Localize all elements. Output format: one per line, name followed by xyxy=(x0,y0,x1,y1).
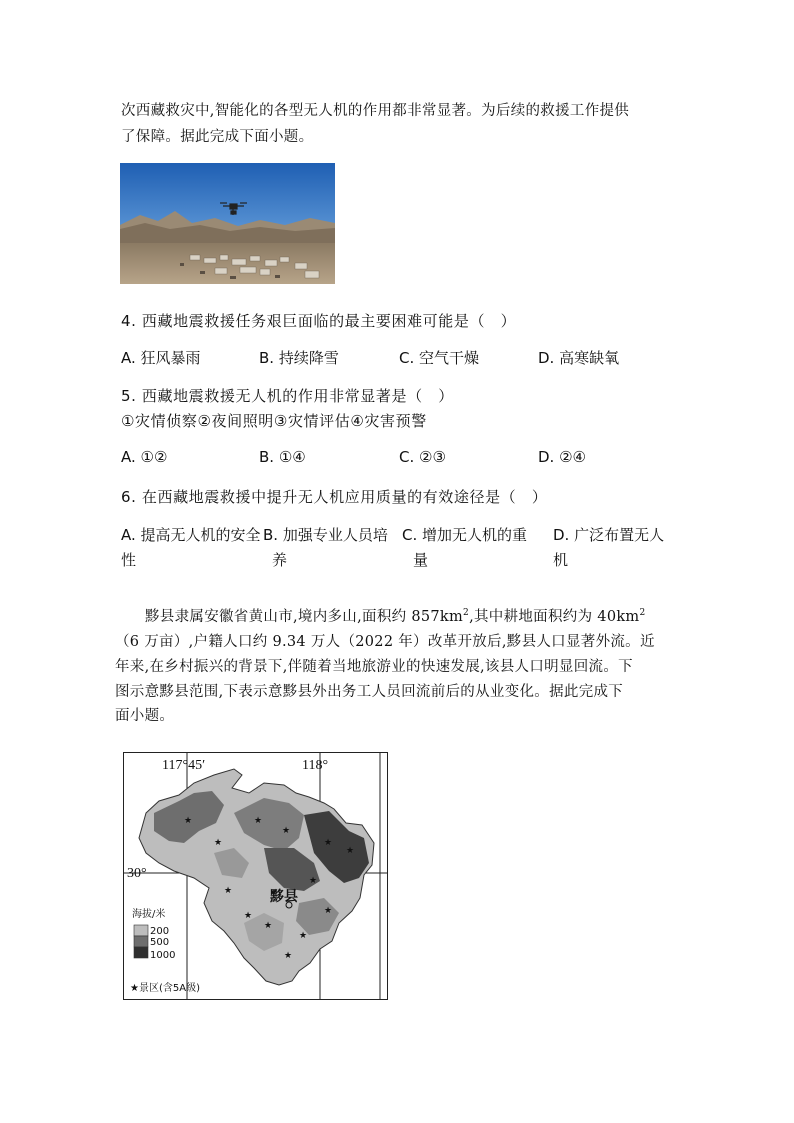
svg-text:★: ★ xyxy=(224,886,233,896)
q6-option-c[interactable]: C. 增加无人机的重 xyxy=(402,526,528,544)
q4-stem: 4. 西藏地震救援任务艰巨面临的最主要困难可能是（ ） xyxy=(121,312,517,330)
intro-line-1: 次西藏救灾中,智能化的各型无人机的作用都非常显著。为后续的救援工作提供 xyxy=(121,103,630,119)
county-label: 黟县 xyxy=(270,890,298,905)
lon-label-1: 117°45′ xyxy=(162,758,206,773)
passage-line-3: 年来,在乡村振兴的背景下,伴随着当地旅游业的快速发展,该县人口明显回流。下 xyxy=(115,659,633,675)
q6-option-b-cont: 养 xyxy=(272,551,288,569)
svg-text:★: ★ xyxy=(184,816,193,826)
legend-star: ★景区(含5A级) xyxy=(130,983,200,994)
svg-text:★: ★ xyxy=(324,906,333,916)
svg-text:★: ★ xyxy=(284,951,293,961)
q6-stem: 6. 在西藏地震救援中提升无人机应用质量的有效途径是（ ） xyxy=(121,488,548,506)
svg-text:★: ★ xyxy=(282,826,291,836)
legend-swatch-200 xyxy=(134,925,148,936)
q5-option-c[interactable]: C. ②③ xyxy=(399,448,446,466)
drone-over-plateau-photo xyxy=(120,163,335,284)
legend-value-1000: 1000 xyxy=(150,950,176,961)
legend-title: 海拔/米 xyxy=(132,909,166,920)
q4-option-c[interactable]: C. 空气干燥 xyxy=(399,349,480,367)
lat-label: 30° xyxy=(127,866,147,881)
q6-option-a-cont: 性 xyxy=(121,551,137,569)
passage-line-4: 图示意黟县范围,下表示意黟县外出务工人员回流前后的从业变化。据此完成下 xyxy=(115,684,624,700)
q4-option-d[interactable]: D. 高寒缺氧 xyxy=(538,349,620,367)
svg-text:★: ★ xyxy=(244,911,253,921)
legend-swatch-1000 xyxy=(134,947,148,958)
svg-text:★: ★ xyxy=(299,931,308,941)
legend-value-500: 500 xyxy=(150,937,170,948)
q6-option-b[interactable]: B. 加强专业人员培 xyxy=(263,526,388,544)
svg-text:★: ★ xyxy=(254,816,263,826)
legend-swatch-500 xyxy=(134,936,148,947)
svg-text:★: ★ xyxy=(214,838,223,848)
q4-option-a[interactable]: A. 狂风暴雨 xyxy=(121,349,201,367)
passage-line-1: 黟县隶属安徽省黄山市,境内多山,面积约 $857km^2$,其中耕地面积约为 $40km^2$ xyxy=(145,608,646,625)
intro-line-2: 了保障。据此完成下面小题。 xyxy=(121,129,314,145)
q6-option-a[interactable]: A. 提高无人机的安全 xyxy=(121,526,261,544)
q6-option-d[interactable]: D. 广泛布置无人 xyxy=(553,526,665,544)
passage-line-5: 面小题。 xyxy=(115,708,175,724)
q4-option-b[interactable]: B. 持续降雪 xyxy=(259,349,339,367)
lon-label-2: 118° xyxy=(302,758,329,773)
q5-items: ①灾情侦察②夜间照明③灾情评估④灾害预警 xyxy=(121,412,427,430)
q5-option-d[interactable]: D. ②④ xyxy=(538,448,586,466)
svg-text:★: ★ xyxy=(346,846,355,856)
q6-option-c-cont: 量 xyxy=(413,551,429,569)
q6-option-d-cont: 机 xyxy=(553,551,569,569)
legend-value-200: 200 xyxy=(150,926,170,937)
q5-option-a[interactable]: A. ①② xyxy=(121,448,168,466)
yi-county-map xyxy=(123,752,388,1000)
svg-text:★: ★ xyxy=(309,876,318,886)
passage-line-2: （6 万亩）,户籍人口约 9.34 万人（2022 年）改革开放后,黟县人口显著外流。近 xyxy=(115,634,655,650)
svg-text:★: ★ xyxy=(264,921,273,931)
q5-option-b[interactable]: B. ①④ xyxy=(259,448,306,466)
q5-stem: 5. 西藏地震救援无人机的作用非常显著是（ ） xyxy=(121,387,454,405)
svg-text:★: ★ xyxy=(324,838,333,848)
